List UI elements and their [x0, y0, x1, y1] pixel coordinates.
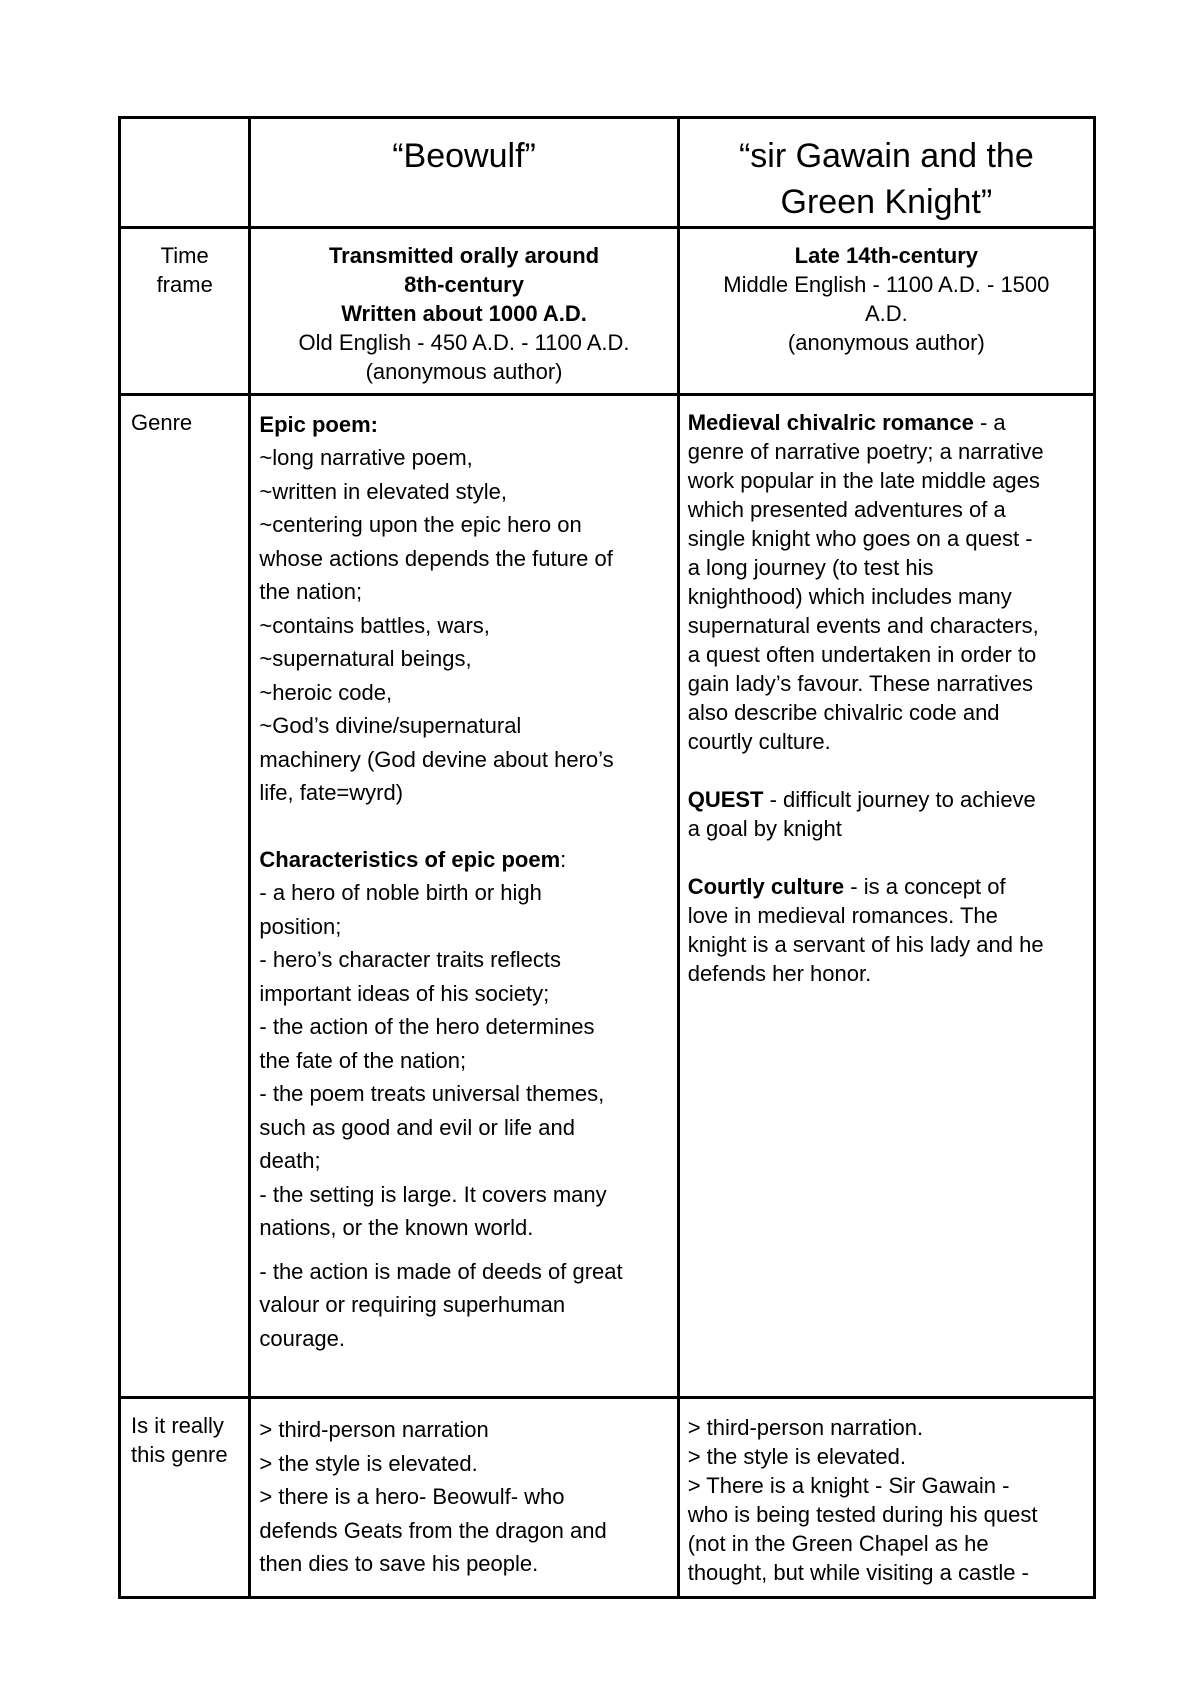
beowulf-evidence-line: then dies to save his people.	[259, 1551, 539, 1577]
genre-beowulf-line: machinery (God devine about hero’s	[259, 746, 614, 772]
final-characteristic-line: - the action is made of deeds of great	[259, 1258, 623, 1284]
genre-beowulf-line: ~God’s divine/supernatural	[259, 713, 522, 739]
genre-label: Genre	[131, 409, 193, 435]
genre-label-cell	[120, 394, 250, 1397]
beowulf-evidence-line: > there is a hero- Beowulf- who	[259, 1484, 565, 1510]
spacer	[259, 810, 666, 843]
romance-term: Medieval chivalric romance	[687, 409, 974, 435]
is-it-genre-label-line1: Is it really	[131, 1413, 224, 1439]
characteristic-line: - the poem treats universal themes,	[259, 1081, 605, 1107]
comparison-table	[118, 116, 1096, 1599]
romance-line: single knight who goes on a quest -	[687, 525, 1033, 551]
genre-row	[120, 394, 1095, 1397]
romance-line: knighthood) which includes many	[687, 583, 1012, 609]
beowulf-evidence-line: defends Geats from the dragon and	[259, 1517, 607, 1543]
gawain-evidence-line: > There is a knight - Sir Gawain -	[687, 1473, 1010, 1499]
characteristic-line: nations, or the known world.	[259, 1215, 534, 1241]
courtly-line: defends her honor.	[687, 960, 872, 986]
characteristic-line: important ideas of his society;	[259, 980, 550, 1006]
gawain-genre-cell	[678, 394, 1094, 1397]
beowulf-time-bold-1: Transmitted orally around	[328, 243, 600, 269]
spacer	[688, 843, 1083, 872]
gawain-time-line-3: A.D.	[864, 301, 908, 327]
genre-beowulf-line: the nation;	[259, 579, 363, 605]
genre-beowulf-line: whose actions depends the future of	[259, 545, 613, 571]
final-characteristic-line: valour or requiring superhuman	[259, 1292, 566, 1318]
gawain-title-cell	[678, 118, 1094, 228]
gawain-time-frame-cell	[678, 228, 1094, 395]
corner-cell	[120, 118, 250, 228]
beowulf-title-cell	[250, 118, 678, 228]
gawain-evidence-line: > third-person narration.	[687, 1415, 924, 1441]
characteristics-heading-line	[259, 843, 666, 877]
romance-line: a quest often undertaken in order to	[687, 641, 1037, 667]
characteristic-line: death;	[259, 1148, 321, 1174]
romance-line: also describe chivalric code and	[687, 699, 1000, 725]
romance-line: work popular in the late middle ages	[687, 467, 1040, 493]
spacer	[688, 756, 1083, 785]
romance-line: supernatural events and characters,	[687, 612, 1039, 638]
characteristics-heading: Characteristics of epic poem	[259, 846, 561, 872]
is-it-genre-label-cell	[120, 1398, 250, 1598]
courtly-term: Courtly culture	[687, 873, 845, 899]
time-frame-label-line1: Time	[160, 243, 209, 269]
genre-beowulf-line: ~contains battles, wars,	[259, 612, 490, 638]
characteristic-line: - the setting is large. It covers many	[259, 1181, 607, 1207]
beowulf-time-bold-3: Written about 1000 A.D.	[341, 301, 587, 327]
characteristic-line: - the action of the hero determines	[259, 1014, 595, 1040]
gawain-evidence-line: who is being tested during his quest	[687, 1502, 1038, 1528]
beowulf-genre-cell	[250, 394, 678, 1397]
quest-term: QUEST	[687, 786, 764, 812]
romance-line: genre of narrative poetry; a narrative	[687, 438, 1044, 464]
time-frame-row	[120, 228, 1095, 395]
epic-poem-heading: Epic poem:	[259, 411, 378, 437]
romance-line: gain lady’s favour. These narratives	[687, 670, 1033, 696]
courtly-line: knight is a servant of his lady and he	[687, 931, 1044, 957]
genre-beowulf-line: ~long narrative poem,	[259, 445, 473, 471]
gawain-evidence-line: > the style is elevated.	[687, 1444, 906, 1470]
romance-definition-first-line	[688, 408, 1083, 437]
gawain-is-it-genre-cell	[678, 1398, 1094, 1598]
genre-beowulf-line: ~supernatural beings,	[259, 646, 472, 672]
genre-beowulf-line: life, fate=wyrd)	[259, 780, 404, 806]
gawain-evidence-line: thought, but while visiting a castle -	[687, 1560, 1029, 1586]
gawain-evidence-line: (not in the Green Chapel as he	[687, 1531, 989, 1557]
characteristic-line: such as good and evil or life and	[259, 1114, 575, 1140]
is-it-genre-row	[120, 1398, 1095, 1598]
genre-beowulf-line: ~written in elevated style,	[259, 478, 508, 504]
characteristic-line: the fate of the nation;	[259, 1047, 467, 1073]
time-frame-label-cell	[120, 228, 250, 395]
spacer	[259, 1245, 666, 1255]
beowulf-is-it-genre-cell	[250, 1398, 678, 1598]
genre-beowulf-line: ~centering upon the epic hero on	[259, 512, 582, 538]
romance-line: a long journey (to test his	[687, 554, 934, 580]
is-it-genre-label-line2: this genre	[131, 1442, 228, 1468]
beowulf-evidence-line: > the style is elevated.	[259, 1450, 478, 1476]
final-characteristic-line: courage.	[259, 1325, 346, 1351]
quest-line: - difficult journey to achieve	[763, 786, 1036, 812]
beowulf-time-line-4: Old English - 450 A.D. - 1100 A.D.	[298, 330, 630, 356]
quest-definition-line	[688, 785, 1083, 814]
quest-line: a goal by knight	[687, 815, 842, 841]
gawain-time-line-4: (anonymous author)	[787, 330, 985, 356]
characteristic-line: position;	[259, 913, 342, 939]
header-row	[120, 118, 1095, 228]
courtly-line: love in medieval romances. The	[687, 902, 998, 928]
courtly-definition-line	[688, 872, 1083, 901]
characteristics-colon: :	[560, 846, 567, 872]
gawain-time-line-2: Middle English - 1100 A.D. - 1500	[723, 272, 1050, 298]
genre-beowulf-line: ~heroic code,	[259, 679, 393, 705]
gawain-time-bold-1: Late 14th-century	[794, 243, 979, 269]
time-frame-label-line2: frame	[156, 272, 213, 298]
beowulf-time-frame-cell	[250, 228, 678, 395]
characteristic-line: - hero’s character traits reflects	[259, 947, 561, 973]
beowulf-title: “Beowulf”	[392, 137, 536, 175]
romance-line: courtly culture.	[687, 728, 831, 754]
gawain-title-line1: “sir Gawain and the	[738, 137, 1034, 175]
characteristic-line: - a hero of noble birth or high	[259, 880, 542, 906]
beowulf-time-line-5: (anonymous author)	[365, 359, 563, 385]
romance-line: - a	[973, 409, 1006, 435]
gawain-title-line2: Green Knight”	[780, 183, 993, 221]
courtly-line: - is a concept of	[844, 873, 1006, 899]
beowulf-evidence-line: > third-person narration	[259, 1417, 489, 1443]
romance-line: which presented adventures of a	[687, 496, 1006, 522]
beowulf-time-bold-2: 8th-century	[404, 272, 524, 298]
